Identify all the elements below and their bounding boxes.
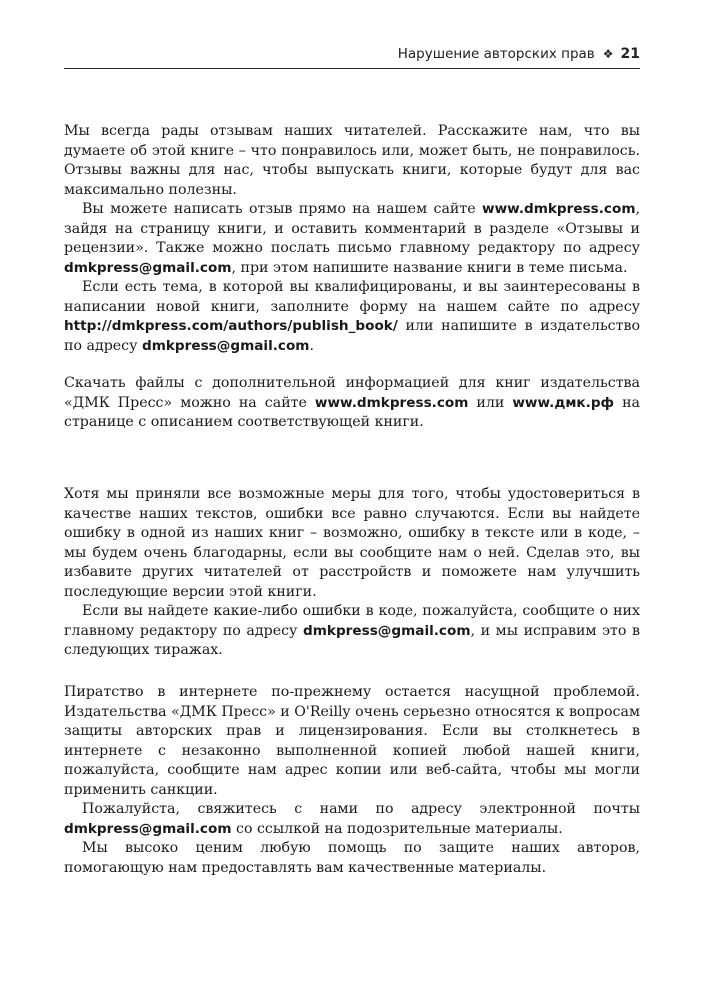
running-header (64, 46, 640, 69)
feedback-section (64, 122, 640, 356)
piracy-section (64, 683, 640, 878)
errata-paragraph-2: Если вы найдете какие-либо ошибки в коде, пожалуйста, сообщите о них главному редактору по адресу dmkpress@gmail.com, и мы исправим это в следующих тиражах. (64, 603, 641, 658)
feedback-paragraph-2: Вы можете написать отзыв прямо на нашем сайте www.dmkpress.com, зайдя на страницу книги, и оставить комментарий в разделе «Отзывы и рецензии». Также можно послать письмо главному редактору по адресу dmkpress@gmail.com, при этом напишите название книги в теме письма. (64, 201, 640, 276)
piracy-paragraph-2: Пожалуйста, свяжитесь с нами по адресу электронной почты dmkpress@gmail.com со ссылкой на подозрительные материалы. (64, 801, 640, 837)
publisher-email-link[interactable]: dmkpress@gmail.com (141, 337, 310, 354)
website-rf-link[interactable]: www.дмк.рф (512, 394, 615, 411)
website-link[interactable]: www.dmkpress.com (314, 394, 469, 411)
errata-section (64, 485, 640, 661)
errata-paragraph-1: Хотя мы приняли все возможные меры для того, чтобы удостовериться в качестве наших текстов, ошибки все равно случаются. Если вы найдете ошибку в одной из наших книг – возможно, ошибку в тексте или в коде, – мы будем очень благодарны, если вы сообщите нам о ней. Сделав это, вы избавите других читателей от расстройств и поможете нам улучшить последующие версии этой книги. (64, 486, 640, 600)
downloads-paragraph: Скачать файлы с дополнительной информацией для книг издательства «ДМК Пресс» можно на сайте www.dmkpress.com или www.дмк.рф на странице с описанием соответствующей книги. (64, 375, 640, 430)
piracy-paragraph-1: Пиратство в интернете по-прежнему остается насущной проблемой. Издательства «ДМК Пресс» и O'Reilly очень серьезно относятся к вопросам защиты авторских прав и лицензирования. Если вы столкнетесь в интернете с незаконно выполненной копией любой нашей книги, пожалуйста, сообщите нам адрес копии или веб-сайта, чтобы мы могли применить санкции. (64, 684, 640, 798)
downloads-section (64, 374, 640, 433)
editor-email-link[interactable]: dmkpress@gmail.com (64, 259, 232, 276)
publish-book-url-link[interactable]: http://dmkpress.com/authors/publish_book/ (64, 318, 398, 334)
running-header-title: Нарушение авторских прав (397, 46, 595, 62)
website-link[interactable]: www.dmkpress.com (482, 201, 636, 217)
page-number: 21 (620, 46, 640, 62)
editor-email-link[interactable]: dmkpress@gmail.com (303, 622, 471, 639)
diamond-ornament-icon: ❖ (602, 47, 614, 61)
contact-email-link[interactable]: dmkpress@gmail.com (64, 820, 232, 837)
feedback-paragraph-3: Если есть тема, в которой вы квалифицированы, и вы заинтересованы в написании новой книги, заполните форму на нашем сайте по адресу http://dmkpress.com/authors/publish_book/ или напишите в издательство по адресу dmkpress@gmail.com. (64, 279, 640, 354)
piracy-paragraph-3: Мы высоко ценим любую помощь по защите наших авторов, помогающую нам предоставлять вам качественные материалы. (64, 840, 640, 876)
feedback-paragraph-1: Мы всегда рады отзывам наших читателей. Расскажите нам, что вы думаете об этой книге – что понравилось или, может быть, не понравилось. Отзывы важны для нас, чтобы выпускать книги, которые будут для вас максимально полезны. (64, 123, 640, 198)
